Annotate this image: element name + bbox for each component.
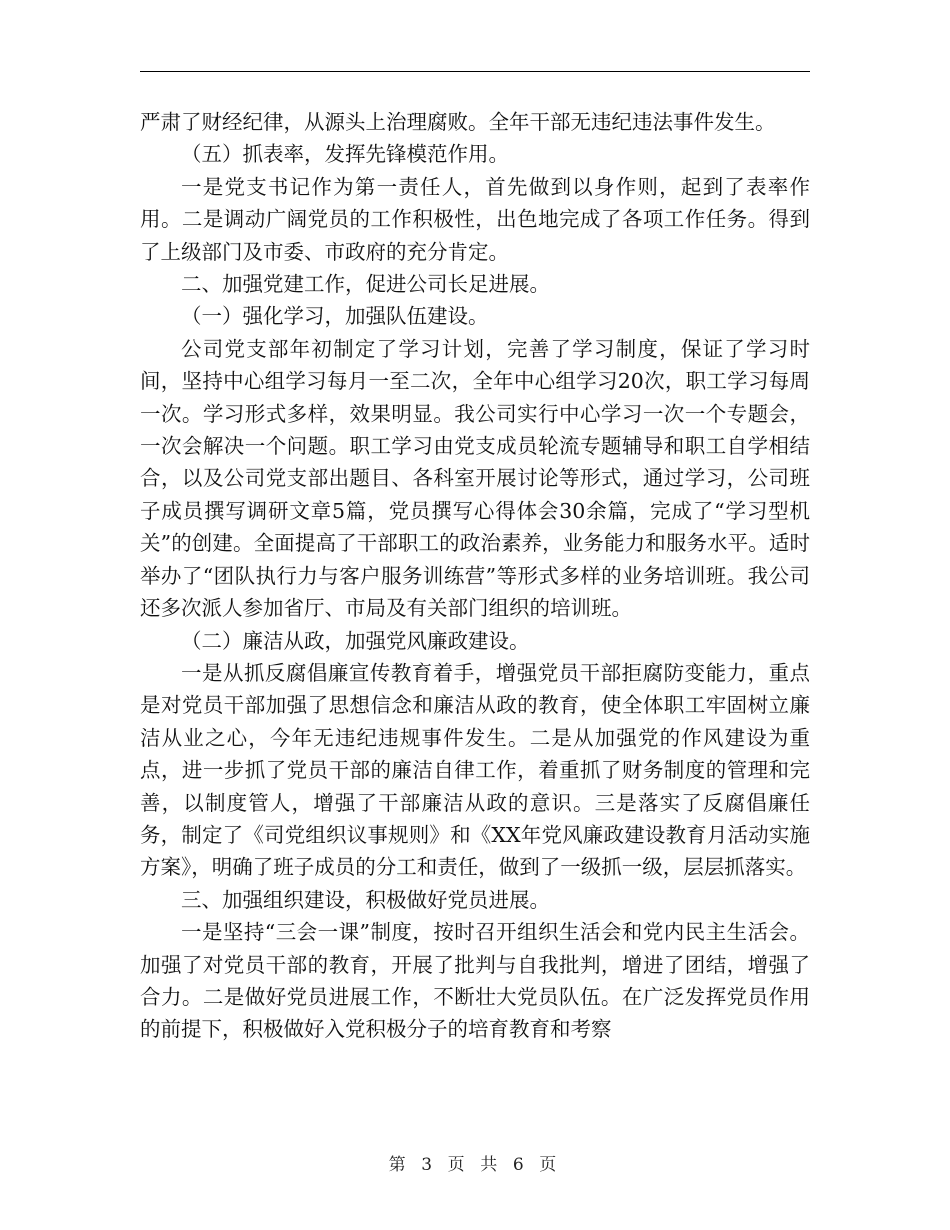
section-heading: 二、加强党建工作，促进公司长足进展。 bbox=[181, 272, 550, 297]
section-heading: （二）廉洁从政，加强党风廉政建设。 bbox=[181, 628, 530, 653]
paragraph: 公司党支部年初制定了学习计划，完善了学习制度，保证了学习时间，坚持中心组学习每月一至二次，全年中心组学习20次，职工学习每周一次。学习形式多样，效果明显。我公司实行中心学习一次一个专题会，一次会解决一个问题。职工学习由党支成员轮流专题辅导和职工自学相结合，以及公司党支部出题目、各科室开展讨论等形式，通过学习，公司班子成员撰写调研文章5篇，党员撰写心得体会30余篇，完成了“学习型机关”的创建。全面提高了干部职工的政治素养，业务能力和服务水平。适时举办了“团队执行力与客户服务训练营”等形式多样的业务培训班。我公司还多次派人参加省厅、市局及有关部门组织的培训班。 bbox=[140, 336, 810, 621]
section-heading: （五）抓表率，发挥先锋模范作用。 bbox=[181, 142, 509, 167]
header-rule bbox=[140, 71, 810, 72]
page-footer: 第 3 页 共 6 页 bbox=[388, 1155, 562, 1175]
document-body bbox=[140, 106, 810, 1046]
section-heading: 三、加强组织建设，积极做好党员进展。 bbox=[181, 887, 550, 912]
paragraph: 严肃了财经纪律，从源头上治理腐败。全年干部无违纪违法事件发生。 bbox=[140, 110, 776, 134]
section-heading: （一）强化学习，加强队伍建设。 bbox=[181, 304, 489, 329]
paragraph: 一是坚持“三会一课”制度，按时召开组织生活会和党内民主生活会。加强了对党员干部的教育，开展了批判与自我批判，增进了团结，增强了合力。二是做好党员进展工作，不断壮大党员队伍。在广泛发挥党员作用的前提下，积极做好入党积极分子的培育教育和考察 bbox=[140, 920, 810, 1042]
paragraph: 一是党支书记作为第一责任人，首先做到以身作则，起到了表率作用。二是调动广阔党员的工作积极性，出色地完成了各项工作任务。得到了上级部门及市委、市政府的充分肯定。 bbox=[140, 174, 810, 264]
paragraph: 一是从抓反腐倡廉宣传教育着手，增强党员干部拒腐防变能力，重点是对党员干部加强了思想信念和廉洁从政的教育，使全体职工牢固树立廉洁从业之心，今年无违纪违规事件发生。二是从加强党的作风建设为重点，进一步抓了党员干部的廉洁自律工作，着重抓了财务制度的管理和完善，以制度管人，增强了干部廉洁从政的意识。三是落实了反腐倡廉任务，制定了《司党组织议事规则》和《XX年党风廉政建设教育月活动实施方案》，明确了班子成员的分工和责任，做到了一级抓一级，层层抓落实。 bbox=[140, 660, 810, 880]
